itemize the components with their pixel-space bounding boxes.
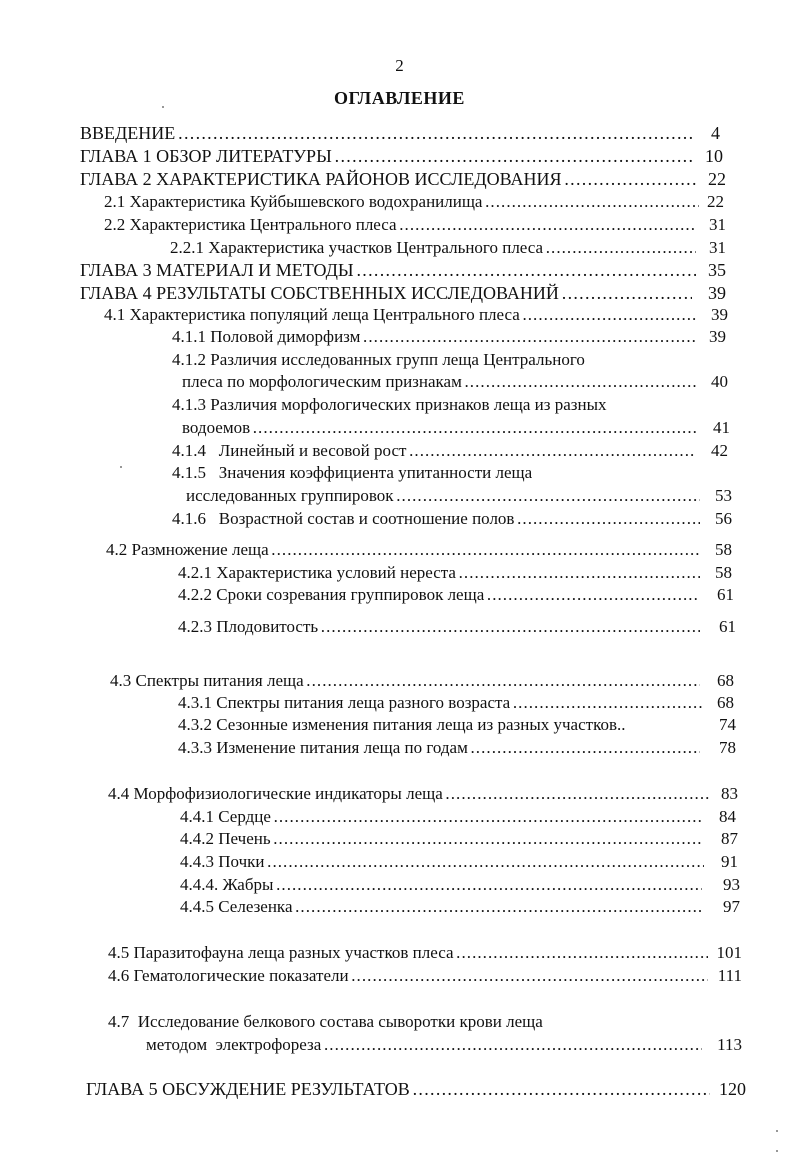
toc-entry-text: 4.4.4. Жабры (180, 875, 274, 894)
toc-entry-text: 4.4.3 Почки (180, 852, 265, 871)
page-number: 2 (395, 56, 404, 75)
toc-page-number: 53 (715, 486, 732, 505)
toc-page-number: 22 (708, 169, 726, 189)
toc-entry-4-4 (108, 783, 710, 805)
toc-entry-text: 4.2.3 Плодовитость (178, 617, 319, 636)
toc-entry-text: 4.6 Гематологические показатели (108, 966, 349, 985)
toc-entry-2-2-1 (170, 237, 696, 259)
toc-entry-text: 4.2.2 Сроки созревания группировок леща (178, 585, 485, 604)
toc-entry-4-2-1 (178, 562, 700, 584)
toc-entry-text: ГЛАВА 4 РЕЗУЛЬТАТЫ СОБСТВЕННЫХ ИССЛЕДОВАНИЙ (80, 283, 559, 303)
toc-page-number: 40 (711, 372, 728, 391)
toc-page-number: 56 (715, 509, 732, 528)
toc-entry-text: ГЛАВА 3 МАТЕРИАЛ И МЕТОДЫ (80, 260, 354, 280)
toc-page-number: 58 (715, 563, 732, 582)
scan-speck (776, 1130, 778, 1132)
toc-entry-text: 4.5 Паразитофауна леща разных участков плеса (108, 943, 454, 962)
page-title: ОГЛАВЛЕНИЕ (334, 88, 465, 108)
toc-entry-chapter-4 (80, 282, 692, 304)
toc-entry-text: ГЛАВА 2 ХАРАКТЕРИСТИКА РАЙОНОВ ИССЛЕДОВАНИЯ (80, 169, 562, 189)
toc-entry-text: 4.1.4 Линейный и весовой рост (172, 441, 407, 460)
toc-entry-4-4-5 (180, 896, 702, 918)
toc-entry-text: 2.1 Характеристика Куйбышевского водохранилища (104, 192, 483, 211)
toc-page-number: 61 (719, 617, 736, 636)
toc-entry-4-3-1 (178, 692, 704, 714)
toc-entry-4-7-line2 (146, 1034, 702, 1056)
toc-page-number: 120 (719, 1079, 746, 1099)
toc-entry-text: 4.3.1 Спектры питания леща разного возраста (178, 693, 511, 712)
toc-entry-text: ГЛАВА 5 ОБСУЖДЕНИЕ РЕЗУЛЬТАТОВ (86, 1079, 410, 1099)
toc-entry-4-1-5-line1: 4.1.5 Значения коэффициента упитанности леща (172, 463, 533, 482)
toc-entry-4-4-2 (180, 828, 702, 850)
toc-page-number: 87 (721, 829, 738, 848)
toc-entry-4-7-line1: 4.7 Исследование белкового состава сыворотки крови леща (108, 1012, 543, 1031)
toc-entry-4-1-4 (172, 440, 696, 462)
toc-page-number: 101 (716, 943, 742, 962)
toc-entry-chapter-1 (80, 145, 695, 167)
toc-entry-text: 4.1.1 Половой диморфизм (172, 327, 361, 346)
toc-entry-text: 4.3.3 Изменение питания леща по годам (178, 738, 468, 757)
scan-speck (162, 106, 164, 108)
toc-page-number: 61 (717, 585, 734, 604)
toc-entry-text: 4.4.5 Селезенка (180, 897, 293, 916)
toc-entry-text: 2.2 Характеристика Центрального плеса (104, 215, 397, 234)
toc-entry-4-1-1 (172, 326, 696, 348)
toc-entry-4-3-2 (178, 714, 712, 736)
toc-entry-text: методом электрофореза (146, 1035, 322, 1054)
toc-entry-text: ГЛАВА 1 ОБЗОР ЛИТЕРАТУРЫ (80, 146, 332, 166)
toc-entry-4-1 (104, 304, 698, 326)
toc-entry-chapter-5 (86, 1078, 710, 1100)
toc-entry-4-2-3 (178, 616, 700, 638)
toc-entry-introduction (80, 122, 695, 144)
toc-entry-4-1-6 (172, 508, 700, 530)
toc-entry-text: 4.4.2 Печень (180, 829, 271, 848)
toc-page-number: 91 (721, 852, 738, 871)
toc-page-number: 111 (717, 966, 742, 985)
toc-page-number: 113 (717, 1035, 742, 1054)
toc-entry-text: плеса по морфологическим признакам (182, 372, 462, 391)
toc-entry-text: 4.4.1 Сердце (180, 807, 271, 826)
toc-entry-4-6 (108, 965, 708, 987)
toc-entry-4-1-3-line1: 4.1.3 Различия морфологических признаков леща из разных (172, 395, 607, 414)
toc-page-number: 68 (717, 693, 734, 712)
toc-entry-4-4-4 (180, 874, 702, 896)
toc-entry-chapter-3 (80, 259, 696, 281)
toc-entry-text: 4.1.6 Возрастной состав и соотношение полов (172, 509, 515, 528)
toc-page-number: 58 (715, 540, 732, 559)
toc-page-number: 78 (719, 738, 736, 757)
toc-entry-text: водоемов (182, 418, 251, 437)
scan-speck (120, 466, 122, 468)
toc-entry-4-4-1 (180, 806, 702, 828)
toc-entry-text: 4.2 Размножение леща (106, 540, 269, 559)
toc-entry-4-1-3-line2 (182, 417, 696, 439)
toc-entry-4-5 (108, 942, 708, 964)
toc-entry-4-3 (110, 670, 700, 692)
toc-entry-chapter-2 (80, 168, 698, 190)
toc-entry-4-1-2-line1: 4.1.2 Различия исследованных групп леща Центрального (172, 350, 585, 369)
toc-entry-text: 4.4 Морфофизиологические индикаторы леща (108, 784, 443, 803)
toc-entry-text: 4.3 Спектры питания леща (110, 671, 304, 690)
scan-speck (776, 1150, 778, 1152)
toc-page-number: 42 (711, 441, 728, 460)
toc-entry-4-1-2-line2 (182, 371, 698, 393)
toc-entry-4-2 (106, 539, 700, 561)
toc-page-number: 83 (721, 784, 738, 803)
toc-entry-4-4-3 (180, 851, 704, 873)
toc-page-number: 4 (711, 123, 720, 143)
toc-entry-4-2-2 (178, 584, 698, 606)
toc-page-number: 39 (711, 305, 728, 324)
toc-page-number: 93 (723, 875, 740, 894)
toc-page-number: 39 (709, 327, 726, 346)
toc-entry-text: ВВЕДЕНИЕ (80, 123, 176, 143)
toc-page-number: 39 (708, 283, 726, 303)
toc-page-number: 31 (709, 238, 726, 257)
toc-page-number: 84 (719, 807, 736, 826)
toc-entry-text: 4.3.2 Сезонные изменения питания леща из разных участков.. (178, 715, 626, 734)
toc-page-number: 97 (723, 897, 740, 916)
toc-entry-4-1-5-line2 (186, 485, 700, 507)
toc-entry-2-1 (104, 191, 699, 213)
toc-page-number: 41 (713, 418, 730, 437)
toc-page-number: 22 (707, 192, 724, 211)
toc-page-number: 31 (709, 215, 726, 234)
toc-page-number: 68 (717, 671, 734, 690)
toc-entry-text: 2.2.1 Характеристика участков Центрального плеса (170, 238, 544, 257)
toc-page-number: 10 (705, 146, 723, 166)
toc-entry-2-2 (104, 214, 696, 236)
toc-page-number: 74 (719, 715, 736, 734)
toc-entry-4-3-3 (178, 737, 700, 759)
toc-entry-text: исследованных группировок (186, 486, 394, 505)
toc-entry-text: 4.2.1 Характеристика условий нереста (178, 563, 456, 582)
toc-entry-text: 4.1 Характеристика популяций леща Центрального плеса (104, 305, 520, 324)
toc-page-number: 35 (708, 260, 726, 280)
